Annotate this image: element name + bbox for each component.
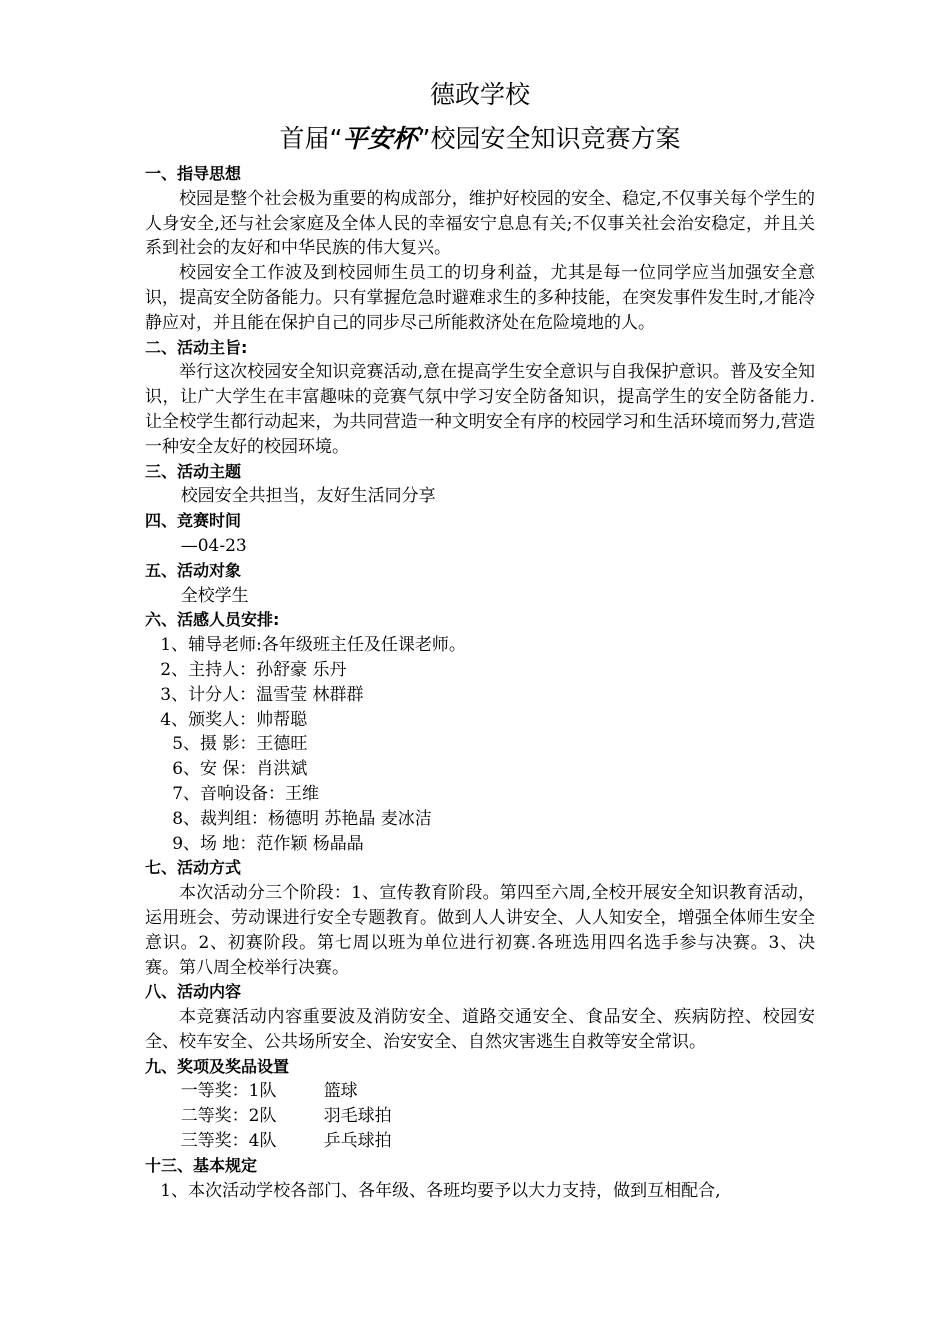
school-name: 德政学校 [429,80,530,109]
paragraph: 校园是整个社会极为重要的构成部分，维护好校园的安全、稳定,不仅事关每个学生的人身安全,还与社会家庭及全体人民的幸福安宁息息有关;不仅事关社会治安稳定，并且关系到社会的友好和中华民族的伟大复兴。 [145,188,815,259]
audience-text: 全校学生 [180,585,249,606]
award-prize: 乒乓球拍 [323,1131,392,1152]
section-heading-6: 六、活感人员安排: [145,610,280,630]
title-prefix: 首届“ [279,124,343,153]
award-rank: 一等奖：1队 [180,1081,277,1102]
section-heading-3: 三、活动主题 [145,461,242,481]
section-heading-1: 一、指导思想 [145,164,242,183]
section-heading-5: 五、活动对象 [145,560,242,580]
award-row [145,1104,815,1129]
title-emphasis: 平安杯 [342,124,418,153]
list-item: 6、安 保：肖洪斌 [172,759,308,780]
list-item: 9、场 地：范作颖 杨晶晶 [172,833,364,854]
award-prize: 篮球 [323,1081,358,1102]
paragraph: 本次活动分三个阶段：1、宣传教育阶段。第四至六周,全校开展安全知识教育活动，运用班会、劳动课进行安全专题教育。做到人人讲安全、人人知安全，增强全体师生安全意识。2、初赛阶段。第七周以班为单位进行初赛.各班选用四名选手参与决赛。3、决赛。第八周全校举行决赛。 [145,883,815,978]
date-text: —04-23 [180,535,247,556]
list-item: 8、裁判组：杨德明 苏艳晶 麦冰洁 [172,808,432,829]
award-prize: 羽毛球拍 [323,1106,392,1127]
list-item: 1、辅导老师:各年级班主任及任课老师。 [160,635,466,656]
section-heading-4: 四、竞赛时间 [145,511,242,531]
award-rank: 二等奖：2队 [180,1106,277,1127]
title-suffix: ”校园安全知识竞赛方案 [417,124,681,153]
award-rank: 三等奖：4队 [180,1131,277,1152]
section-heading-8: 八、活动内容 [145,982,242,1002]
paragraph: 举行这次校园安全知识竞赛活动,意在提高学生安全意识与自我保护意识。普及安全知识，让广大学生在丰富趣味的竞赛气氛中学习安全防备知识，提高学生的安全防备能力. 让全校学生都行动起来，为共同营造一种文明安全有序的校园学习和生活环境而努力,营造一种安全友好的校园环境。 [145,362,815,457]
paragraph: 校园安全工作波及到校园师生员工的切身利益，尤其是每一位同学应当加强安全意识，提高安全防备能力。只有掌握危急时避难求生的多种技能，在突发事件发生时,才能冷静应对，并且能在保护自己的同步尽己所能救济处在危险境地的人。 [145,263,815,333]
list-item: 5、摄 影：王德旺 [172,734,308,755]
section-heading-9: 九、奖项及奖品设置 [145,1056,290,1076]
section-heading-2: 二、活动主旨: [145,337,248,357]
section-heading-7: 七、活动方式 [145,858,242,878]
list-item: 7、音响设备：王维 [172,783,320,804]
award-row [145,1129,815,1154]
paragraph: 本竞赛活动内容重要波及消防安全、道路交通安全、食品安全、疾病防控、校园安全、校车安全、公共场所安全、治安安全、自然灾害逃生自救等安全常识。 [145,1007,815,1052]
theme-text: 校园安全共担当，友好生活同分享 [180,486,436,507]
document-page [145,78,815,1203]
list-item: 2、主持人：孙舒豪 乐丹 [160,659,347,680]
list-item: 3、计分人：温雪莹 林群群 [160,684,364,705]
list-item: 4、颁奖人：帅帮聪 [160,709,308,730]
award-row [145,1079,815,1104]
section-heading-13: 十三、基本规定 [145,1155,258,1175]
rule-item: 1、本次活动学校各部门、各年级、各班均要予以大力支持，做到互相配合, [160,1180,721,1201]
document-title [145,122,815,156]
